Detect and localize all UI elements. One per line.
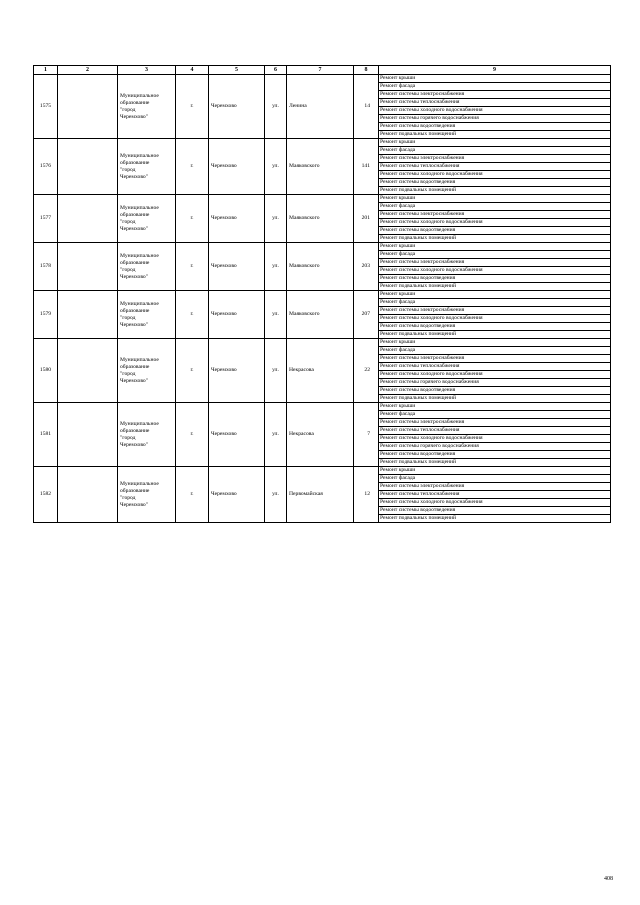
settlement-type: г. [176,139,209,195]
work-item: Ремонт системы водоотведения [379,275,611,283]
work-item: Ремонт системы электроснабжения [379,307,611,315]
municipality-line: Черемхово" [120,377,149,384]
work-item: Ремонт системы электроснабжения [379,259,611,267]
record-number: 1575 [34,75,58,139]
municipality-line: образование [120,259,150,266]
municipality-line: "город [120,218,136,225]
work-item: Ремонт системы водоотведения [379,387,611,395]
municipality-name [118,403,176,467]
work-item: Ремонт крыши [379,75,611,83]
record-number: 1580 [34,339,58,403]
city-name: Черемхово [209,291,265,339]
work-item: Ремонт подвальных помещений [379,459,611,467]
work-item: Ремонт системы холодного водоснабжения [379,435,611,443]
house-number: 7 [354,403,379,467]
work-item: Ремонт подвальных помещений [379,395,611,403]
empty-cell [58,243,118,291]
work-item: Ремонт системы холодного водоснабжения [379,171,611,179]
settlement-type: г. [176,291,209,339]
municipality-line: "город [120,166,136,173]
street-name: Маяковского [287,139,354,195]
municipality-line: образование [120,487,150,494]
street-name: Некрасова [287,339,354,403]
work-item: Ремонт системы электроснабжения [379,155,611,163]
street-type: ул. [265,339,287,403]
municipality-line: "город [120,434,136,441]
work-item: Ремонт фасада [379,475,611,483]
empty-cell [58,339,118,403]
work-item: Ремонт системы водоотведения [379,123,611,131]
empty-cell [58,139,118,195]
house-number: 14 [354,75,379,139]
city-name: Черемхово [209,195,265,243]
table-row [34,195,611,203]
work-item: Ремонт крыши [379,195,611,203]
table-row [34,403,611,411]
municipality-line: Черемхово" [120,173,149,180]
work-item: Ремонт системы теплоснабжения [379,363,611,371]
table-row [34,75,611,83]
municipality-name [118,139,176,195]
municipality-line: Черемхово" [120,273,149,280]
settlement-type: г. [176,339,209,403]
work-item: Ремонт подвальных помещений [379,283,611,291]
work-item: Ремонт системы холодного водоснабжения [379,499,611,507]
municipality-line: образование [120,427,150,434]
city-name: Черемхово [209,243,265,291]
work-item: Ремонт системы электроснабжения [379,355,611,363]
work-item: Ремонт системы теплоснабжения [379,163,611,171]
street-type: ул. [265,403,287,467]
municipality-line: образование [120,363,150,370]
municipality-name [118,339,176,403]
work-item: Ремонт системы горячего водоснабжения [379,115,611,123]
table-row [34,243,611,251]
work-item: Ремонт системы холодного водоснабжения [379,219,611,227]
empty-cell [58,195,118,243]
municipality-line: Черемхово" [120,501,149,508]
city-name: Черемхово [209,339,265,403]
house-number: 141 [354,139,379,195]
street-type: ул. [265,75,287,139]
work-item: Ремонт системы электроснабжения [379,211,611,219]
work-item: Ремонт системы холодного водоснабжения [379,107,611,115]
settlement-type: г. [176,243,209,291]
street-name: Маяковского [287,291,354,339]
municipality-line: Муниципальное [120,356,159,363]
work-item: Ремонт системы теплоснабжения [379,99,611,107]
work-item: Ремонт фасада [379,203,611,211]
street-name: Ленина [287,75,354,139]
empty-cell [58,467,118,523]
street-name: Маяковского [287,243,354,291]
work-item: Ремонт фасада [379,411,611,419]
col-header: 8 [354,66,379,75]
record-number: 1582 [34,467,58,523]
municipality-line: Муниципальное [120,92,159,99]
work-item: Ремонт системы водоотведения [379,323,611,331]
col-header: 3 [118,66,176,75]
table-body [34,75,611,523]
municipality-line: "город [120,494,136,501]
work-item: Ремонт системы электроснабжения [379,483,611,491]
table-row [34,291,611,299]
work-item: Ремонт системы теплоснабжения [379,491,611,499]
record-number: 1579 [34,291,58,339]
col-header: 2 [58,66,118,75]
col-header: 7 [287,66,354,75]
street-name: Маяковского [287,195,354,243]
municipality-line: Черемхово" [120,113,149,120]
municipality-line: Муниципальное [120,204,159,211]
work-item: Ремонт крыши [379,139,611,147]
work-item: Ремонт подвальных помещений [379,515,611,523]
municipality-line: "город [120,106,136,113]
street-type: ул. [265,243,287,291]
table-row [34,467,611,475]
work-item: Ремонт подвальных помещений [379,235,611,243]
settlement-type: г. [176,467,209,523]
street-name: Некрасова [287,403,354,467]
work-item: Ремонт системы теплоснабжения [379,427,611,435]
municipality-name [118,75,176,139]
work-item: Ремонт системы холодного водоснабжения [379,315,611,323]
table-row [34,339,611,347]
municipality-line: "город [120,314,136,321]
municipality-line: образование [120,159,150,166]
city-name: Черемхово [209,403,265,467]
city-name: Черемхово [209,139,265,195]
work-item: Ремонт подвальных помещений [379,187,611,195]
work-item: Ремонт системы горячего водоснабжения [379,443,611,451]
municipality-line: Муниципальное [120,420,159,427]
city-name: Черемхово [209,75,265,139]
work-item: Ремонт системы электроснабжения [379,91,611,99]
work-item: Ремонт фасада [379,147,611,155]
work-item: Ремонт системы холодного водоснабжения [379,267,611,275]
works-table [33,65,611,523]
street-type: ул. [265,139,287,195]
work-item: Ремонт системы водоотведения [379,179,611,187]
municipality-line: Муниципальное [120,300,159,307]
work-item: Ремонт крыши [379,339,611,347]
col-header: 1 [34,66,58,75]
settlement-type: г. [176,195,209,243]
work-item: Ремонт фасада [379,251,611,259]
col-header: 6 [265,66,287,75]
work-item: Ремонт фасада [379,347,611,355]
settlement-type: г. [176,403,209,467]
table-row [34,139,611,147]
col-header: 9 [379,66,611,75]
work-item: Ремонт крыши [379,403,611,411]
record-number: 1581 [34,403,58,467]
municipality-line: Муниципальное [120,152,159,159]
work-item: Ремонт подвальных помещений [379,131,611,139]
municipality-line: Черемхово" [120,441,149,448]
municipality-name [118,291,176,339]
work-item: Ремонт подвальных помещений [379,331,611,339]
empty-cell [58,75,118,139]
col-header: 4 [176,66,209,75]
work-item: Ремонт системы водоотведения [379,451,611,459]
house-number: 201 [354,195,379,243]
house-number: 207 [354,291,379,339]
work-item: Ремонт крыши [379,291,611,299]
settlement-type: г. [176,75,209,139]
street-type: ул. [265,291,287,339]
municipality-name [118,467,176,523]
empty-cell [58,291,118,339]
municipality-line: образование [120,211,150,218]
street-type: ул. [265,467,287,523]
street-type: ул. [265,195,287,243]
street-name: Первомайская [287,467,354,523]
house-number: 12 [354,467,379,523]
record-number: 1576 [34,139,58,195]
work-item: Ремонт крыши [379,467,611,475]
record-number: 1578 [34,243,58,291]
municipality-line: Муниципальное [120,480,159,487]
table-header-row [34,66,611,75]
house-number: 203 [354,243,379,291]
empty-cell [58,403,118,467]
record-number: 1577 [34,195,58,243]
page-number: 408 [604,876,613,882]
municipality-name [118,243,176,291]
municipality-line: Черемхово" [120,321,149,328]
work-item: Ремонт системы водоотведения [379,507,611,515]
municipality-line: образование [120,307,150,314]
work-item: Ремонт крыши [379,243,611,251]
work-item: Ремонт фасада [379,83,611,91]
municipality-line: Черемхово" [120,225,149,232]
work-item: Ремонт системы горячего водоснабжения [379,379,611,387]
city-name: Черемхово [209,467,265,523]
municipality-line: образование [120,99,150,106]
municipality-line: "город [120,266,136,273]
col-header: 5 [209,66,265,75]
work-item: Ремонт системы электроснабжения [379,419,611,427]
work-item: Ремонт фасада [379,299,611,307]
work-item: Ремонт системы холодного водоснабжения [379,371,611,379]
work-item: Ремонт системы водоотведения [379,227,611,235]
house-number: 22 [354,339,379,403]
municipality-line: Муниципальное [120,252,159,259]
municipality-name [118,195,176,243]
municipality-line: "город [120,370,136,377]
